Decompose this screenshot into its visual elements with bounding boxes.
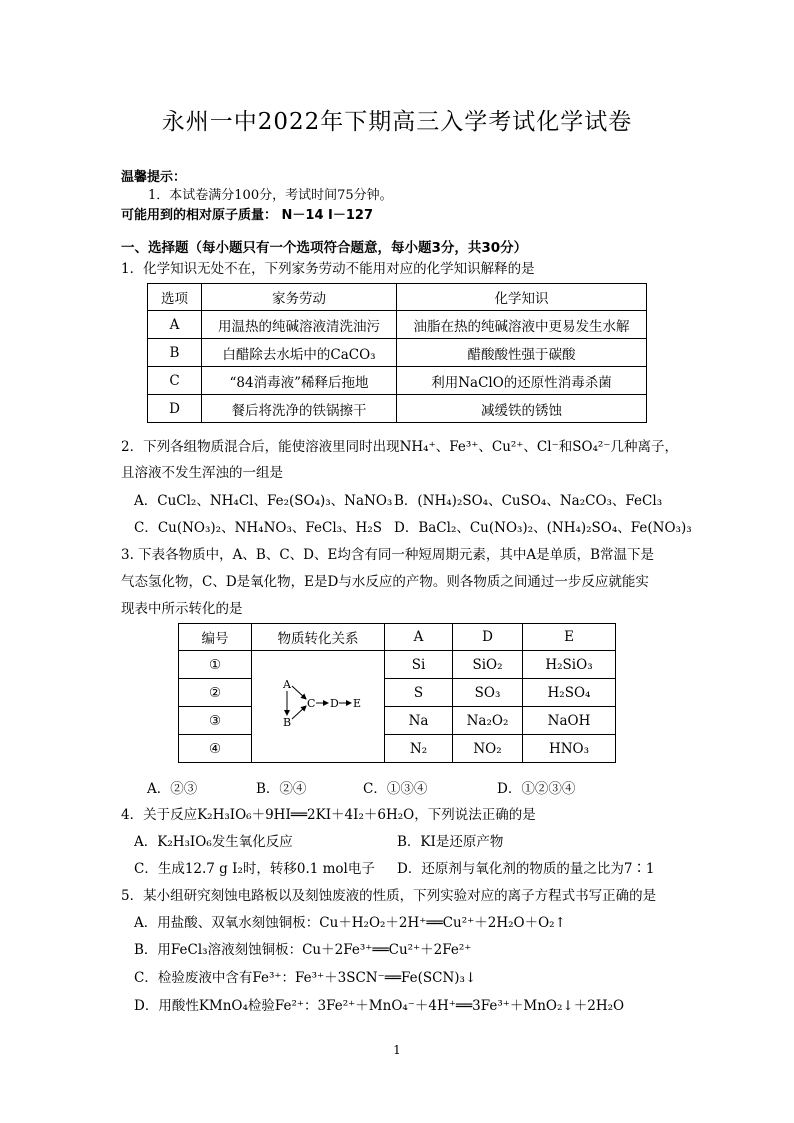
q3-table — [178, 623, 616, 763]
q3-header-relation: 物质转化关系 — [252, 624, 385, 651]
q5-stem: 5．某小组研究刻蚀电路板以及刻蚀废液的性质，下列实验对应的离子方程式书写正确的是 — [121, 888, 657, 904]
q4-option-d: D．还原剂与氧化剂的物质的量之比为7∶1 — [397, 861, 655, 877]
q3-cell: Na — [385, 707, 453, 735]
q1-cell: B — [148, 339, 202, 367]
q1-header-chore: 家务劳动 — [202, 284, 397, 311]
q3-cell: ③ — [179, 707, 252, 735]
section-heading: 一、选择题（每小题只有一个选项符合题意，每小题3分，共30分） — [121, 240, 528, 256]
atomic-mass-line: 可能用到的相对原子质量： N－14 I－127 — [121, 208, 373, 223]
page-title: 永州一中2022年下期高三入学考试化学试卷 — [161, 109, 633, 135]
q1-cell: 油脂在热的纯碱溶液中更易发生水解 — [397, 311, 647, 339]
q1-table — [147, 283, 647, 423]
diagram-label-d: D — [330, 696, 339, 710]
page-number: 1 — [393, 1043, 401, 1057]
q1-cell: D — [148, 395, 202, 423]
q3-header-number: 编号 — [179, 624, 252, 651]
tips-item-1: 1．本试卷满分100分，考试时间75分钟。 — [148, 188, 393, 203]
q1-cell: 利用NaClO的还原性消毒杀菌 — [397, 367, 647, 395]
q3-cell: Na₂O₂ — [453, 707, 523, 735]
q2-option-d: D．BaCl₂、Cu(NO₃)₂、(NH₄)₂SO₄、Fe(NO₃)₃ — [394, 520, 692, 536]
q3-cell: NO₂ — [453, 735, 523, 763]
q1-cell: 用温热的纯碱溶液清洗油污 — [202, 311, 397, 339]
q1-header-knowledge: 化学知识 — [397, 284, 647, 311]
q3-cell: ② — [179, 679, 252, 707]
q1-cell: 餐后将洗净的铁锅擦干 — [202, 395, 397, 423]
q5-option-c: C．检验废液中含有Fe³⁺：Fe³⁺＋3SCN⁻══Fe(SCN)₃↓ — [134, 970, 477, 986]
q1-cell: 白醋除去水垢中的CaCO₃ — [202, 339, 397, 367]
q5-option-b: B．用FeCl₃溶液刻蚀铜板：Cu＋2Fe³⁺══Cu²⁺＋2Fe²⁺ — [134, 942, 472, 958]
q5-option-a: A．用盐酸、双氧水刻蚀铜板：Cu＋H₂O₂＋2H⁺══Cu²⁺＋2H₂O＋O₂↑ — [134, 915, 566, 931]
q3-stem-line2: 气态氢化物，C、D是氧化物，E是D与水反应的产物。则各物质之间通过一步反应就能实 — [121, 574, 649, 590]
q3-option-d: D．①②③④ — [497, 781, 576, 797]
q3-cell: H₂SO₄ — [523, 679, 616, 707]
q4-option-c: C．生成12.7 g I₂时，转移0.1 mol电子 — [134, 861, 375, 877]
q1-cell: “84消毒液”稀释后拖地 — [202, 367, 397, 395]
diagram-label-c: C — [307, 696, 316, 710]
q4-stem: 4．关于反应K₂H₃IO₆＋9HI══2KI＋4I₂＋6H₂O，下列说法正确的是 — [121, 807, 536, 823]
q4-option-a: A．K₂H₃IO₆发生氧化反应 — [134, 834, 293, 850]
q3-cell: S — [385, 679, 453, 707]
q2-option-a: A．CuCl₂、NH₄Cl、Fe₂(SO₄)₃、NaNO₃ — [134, 493, 393, 509]
q3-cell: SO₃ — [453, 679, 523, 707]
arrow-b-to-c — [292, 706, 306, 719]
q3-cell: NaOH — [523, 707, 616, 735]
q3-relation-diagram-cell — [252, 651, 385, 763]
q3-option-a: A．②③ — [147, 781, 198, 797]
q3-stem-line1: 3. 下表各物质中，A、B、C、D、E均含有同一种短周期元素，其中A是单质，B常温下是 — [121, 547, 655, 563]
q1-cell: C — [148, 367, 202, 395]
q3-cell: HNO₃ — [523, 735, 616, 763]
diagram-label-a: A — [283, 677, 291, 691]
q3-stem-line3: 现表中所示转化的是 — [121, 601, 243, 617]
q2-stem-line2: 且溶液不发生浑浊的一组是 — [121, 465, 283, 481]
q4-option-b: B．KI是还原产物 — [397, 834, 504, 850]
q1-cell: A — [148, 311, 202, 339]
q1-cell: 醋酸酸性强于碳酸 — [397, 339, 647, 367]
q2-option-c: C．Cu(NO₃)₂、NH₄NO₃、FeCl₃、H₂S — [134, 520, 382, 536]
q3-cell: ① — [179, 651, 252, 679]
q3-cell: ④ — [179, 735, 252, 763]
q5-option-d: D．用酸性KMnO₄检验Fe²⁺：3Fe²⁺＋MnO₄⁻＋4H⁺══3Fe³⁺＋MnO₂↓＋2H₂O — [134, 998, 625, 1014]
diagram-label-b: B — [283, 715, 292, 729]
q3-option-c: C．①③④ — [363, 781, 428, 797]
q1-header-option: 选项 — [148, 284, 202, 311]
q3-cell: H₂SiO₃ — [523, 651, 616, 679]
q1-stem: 1．化学知识无处不在，下列家务劳动不能用对应的化学知识解释的是 — [121, 261, 535, 277]
q3-header-d: D — [453, 624, 523, 651]
q1-cell: 减缓铁的锈蚀 — [397, 395, 647, 423]
q3-relation-diagram — [263, 670, 373, 740]
arrow-a-to-c — [292, 686, 306, 699]
q2-stem-line1: 2．下列各组物质混合后，能使溶液里同时出现NH₄⁺、Fe³⁺、Cu²⁺、Cl⁻和SO₄²⁻几种离子， — [121, 439, 678, 455]
q3-option-b: B．②④ — [256, 781, 307, 797]
diagram-label-e: E — [353, 696, 362, 710]
q3-cell: SiO₂ — [453, 651, 523, 679]
tips-heading: 温馨提示： — [121, 170, 187, 185]
q3-header-a: A — [385, 624, 453, 651]
q3-header-e: E — [523, 624, 616, 651]
q3-cell: N₂ — [385, 735, 453, 763]
q2-option-b: B．(NH₄)₂SO₄、CuSO₄、Na₂CO₃、FeCl₃ — [394, 493, 663, 509]
q3-cell: Si — [385, 651, 453, 679]
